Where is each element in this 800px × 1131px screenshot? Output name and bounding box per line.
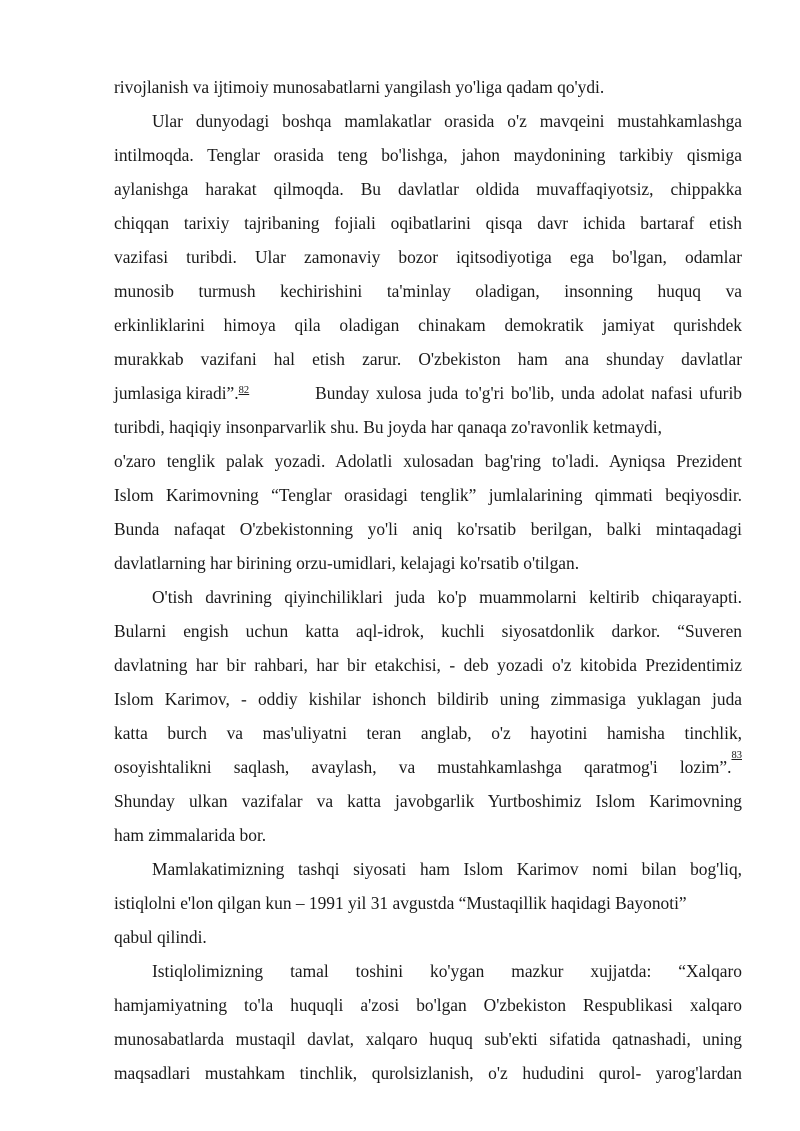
text-line: vazifasi turibdi. Ular zamonaviy bozor iqitsodiyotiga ega bo'lgan, odamlar (114, 247, 742, 267)
paragraph-start: Mamlakatimizning tashqi siyosati ham Islom Karimov nomi bilan bog'liq, (152, 859, 742, 879)
text-line: o'zaro tenglik palak yozadi. Adolatli xulosadan bag'ring to'ladi. Ayniqsa Prezident (114, 451, 742, 471)
text-line: murakkab vazifani hal etish zarur. O'zbekiston ham ana shunday davlatlar (114, 349, 742, 369)
text-line: istiqlolni e'lon qilgan kun – 1991 yil 31 avgustda “Mustaqillik haqidagi Bayonoti” (114, 893, 687, 913)
text-line-with-footnote (114, 382, 742, 404)
text-line: davlatning har bir rahbari, har bir etakchisi, - deb yozadi o'z kitobida Prezidentimiz (114, 655, 742, 675)
text-line: Shunday ulkan vazifalar va katta javobgarlik Yurtboshimiz Islom Karimovning (114, 791, 742, 811)
text-line: qabul qilindi. (114, 927, 207, 947)
text-line: rivojlanish va ijtimoiy munosabatlarni yangilash yo'liga qadam qo'ydi. (114, 77, 605, 97)
text-line: Bunda nafaqat O'zbekistonning yo'li aniq ko'rsatib berilgan, balki mintaqadagi (114, 519, 742, 539)
text-line: aylanishga harakat qilmoqda. Bu davlatlar oldida muvaffaqiyotsiz, chippakka (114, 179, 742, 199)
text-line: intilmoqda. Tenglar orasida teng bo'lishga, jahon maydonining tarkibiy qismiga (114, 145, 742, 165)
footnote-ref-82[interactable]: 82 (238, 385, 250, 396)
text-line-with-footnote (114, 750, 742, 778)
text-line: davlatlarning har birining orzu-umidlari, kelajagi ko'rsatib o'tilgan. (114, 553, 580, 573)
text-line: katta burch va mas'uliyatni teran anglab, o'z hayotini hamisha tinchlik, (114, 723, 742, 743)
text-line: ham zimmalarida bor. (114, 825, 267, 845)
text-line: turibdi, haqiqiy insonparvarlik shu. Bu joyda har qanaqa zo'ravonlik ketmaydi, (114, 417, 662, 437)
paragraph-start: O'tish davrining qiyinchiliklari juda ko'p muammolarni keltirib chiqarayapti. (152, 587, 742, 607)
text-segment: Bunday xulosa juda to'g'ri bo'lib, unda adolat nafasi ufurib (315, 383, 742, 403)
footnote-ref-83[interactable]: 83 (731, 750, 742, 761)
text-segment: jumlasiga kiradi”.$^{82}$ (114, 383, 250, 403)
text-line: munosib turmush kechirishini ta'minlay oladigan, insonning huquq va (114, 281, 742, 301)
text-line: hamjamiyatning to'la huquqli a'zosi bo'lgan O'zbekiston Respublikasi xalqaro (114, 995, 742, 1015)
text-line: Islom Karimov, - oddiy kishilar ishonch bildirib uning zimmasiga yuklagan juda (114, 689, 742, 709)
paragraph-start: Ular dunyodagi boshqa mamlakatlar orasida o'z mavqeini mustahkamlashga (152, 111, 742, 131)
paragraph-start: Istiqlolimizning tamal toshini ko'ygan mazkur xujjatda: “Xalqaro (152, 961, 742, 981)
text-line: Islom Karimovning “Tenglar orasidagi tenglik” jumlalarining qimmati beqiyosdir. (114, 485, 742, 505)
text-line: erkinliklarini himoya qila oladigan chinakam demokratik jamiyat qurishdek (114, 315, 742, 335)
text-line: chiqqan tarixiy tajribaning fojiali oqibatlarini qisqa davr ichida bartaraf etish (114, 213, 742, 233)
text-line: Bularni engish uchun katta aql-idrok, kuchli siyosatdonlik darkor. “Suveren (114, 621, 742, 641)
text-line: munosabatlarda mustaqil davlat, xalqaro huquq sub'ekti sifatida qatnashadi, uning (114, 1029, 742, 1049)
text-line: maqsadlari mustahkam tinchlik, qurolsizlanish, o'z hududini qurol- yarog'lardan (114, 1063, 742, 1083)
text-segment: osoyishtalikni saqlash, avaylash, va mustahkamlashga qaratmog'i lozim”. (114, 757, 732, 777)
